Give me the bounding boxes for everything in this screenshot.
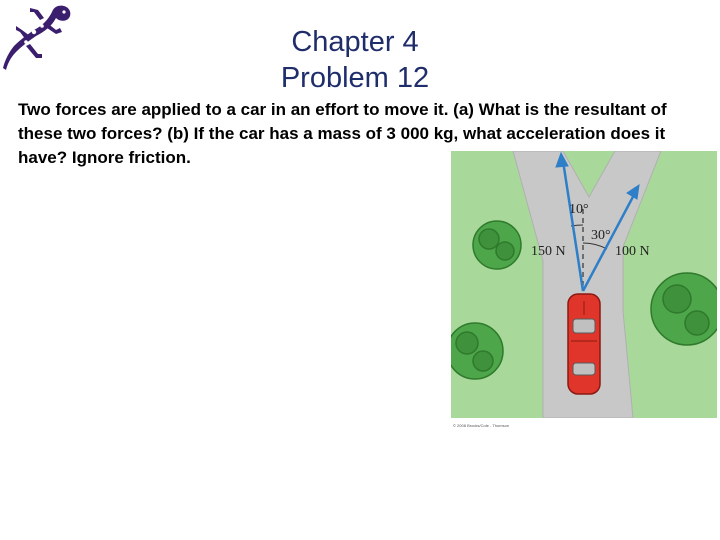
force-label-right: 100 N xyxy=(615,244,650,259)
slide-title xyxy=(200,24,510,96)
title-line-problem: Problem 12 xyxy=(280,62,430,94)
bush-left-bottom xyxy=(451,323,503,379)
car xyxy=(568,294,600,394)
bush-left-top xyxy=(473,221,521,269)
angle-label-left: 10° xyxy=(569,202,589,217)
problem-text: Two forces are applied to a car in an effort to move it. (a) What is the resultant of these two forces? (b) If the car has a mass of 3 000 kg, what acceleration does it have? Ignore friction. xyxy=(18,100,667,167)
force-label-left: 150 N xyxy=(531,244,566,259)
figure-credit: © 2008 Brooks/Cole - Thomson xyxy=(453,423,510,428)
gecko-logo-icon xyxy=(0,0,78,78)
title-line-chapter: Chapter 4 xyxy=(291,26,419,58)
bush-right xyxy=(651,273,717,345)
angle-label-right: 30° xyxy=(591,228,611,243)
force-diagram xyxy=(451,151,717,418)
